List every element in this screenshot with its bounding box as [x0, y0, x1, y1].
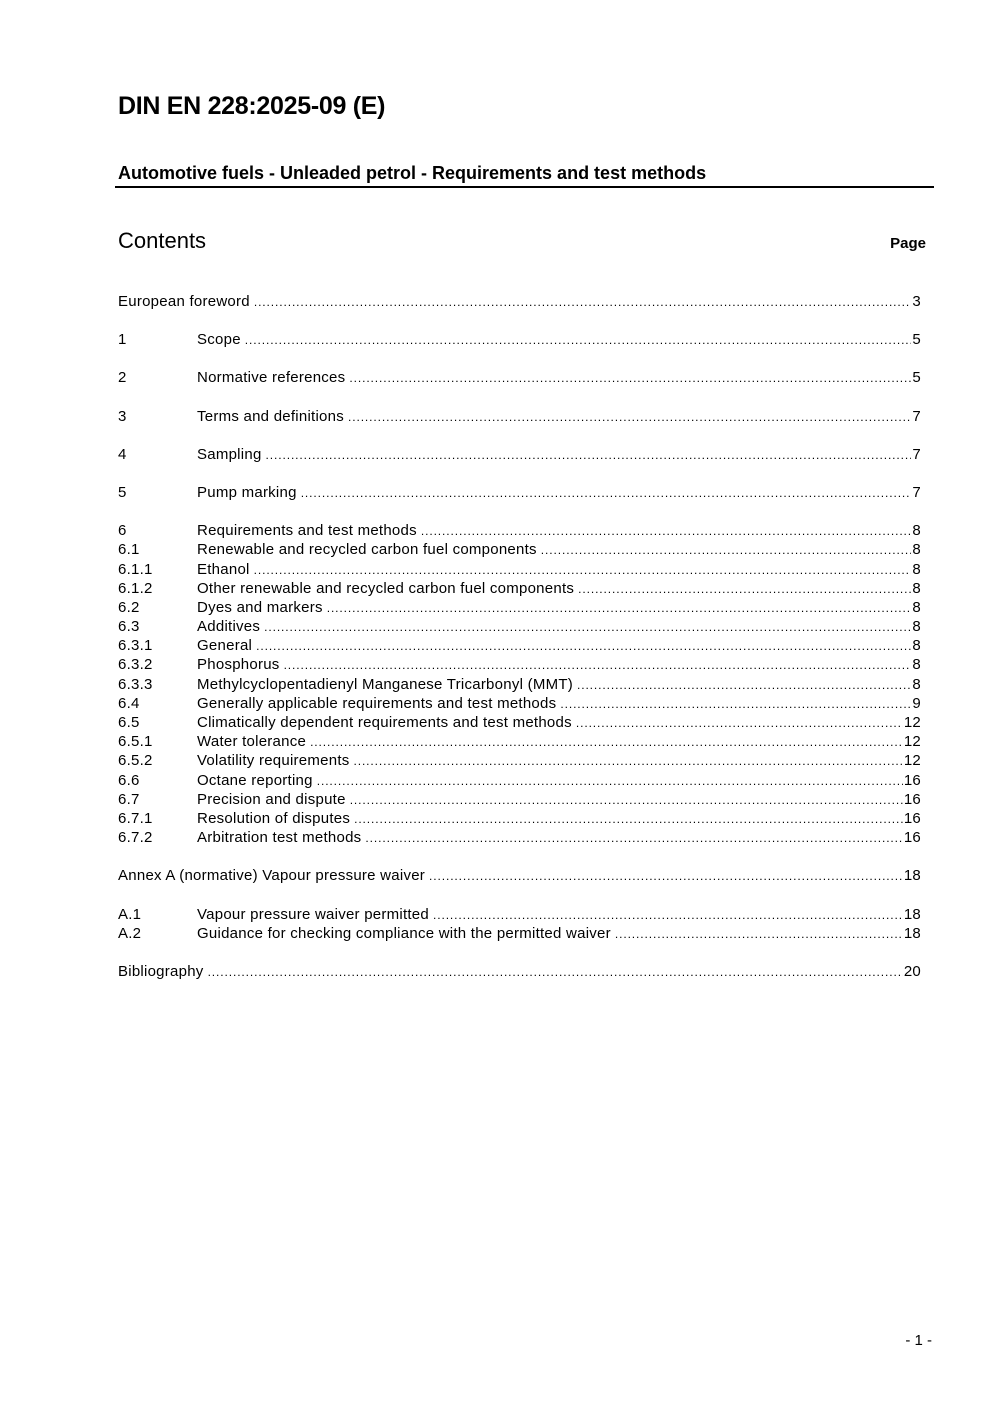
toc-entry-page: 8 — [912, 598, 921, 616]
toc-leader-dots — [578, 580, 911, 599]
toc-entry-number: 6.3 — [118, 618, 140, 636]
toc-entry-page: 18 — [903, 905, 921, 923]
toc-leader-dots — [577, 676, 911, 695]
toc-entry-number: 6.7.1 — [118, 809, 153, 827]
toc-entry-number: 6.1.2 — [118, 579, 153, 597]
document-id: DIN EN 228:2025-09 (E) — [118, 92, 386, 120]
toc-entry-6-3-1[interactable] — [118, 636, 921, 655]
toc-entry-text: Water tolerance — [197, 733, 307, 751]
toc-leader-dots — [615, 925, 903, 944]
toc-entry-6-7-1[interactable] — [118, 809, 921, 828]
toc-leader-dots — [576, 714, 903, 733]
page-column-label: Page — [890, 235, 926, 252]
toc-leader-dots — [208, 963, 903, 982]
toc-entry-page: 8 — [912, 522, 921, 540]
toc-entry-number: 6.1 — [118, 541, 140, 559]
toc-entry-number: 6.5 — [118, 714, 140, 731]
toc-entry-text: Additives — [197, 618, 261, 636]
toc-entry-number: A.2 — [118, 924, 142, 942]
toc-entry-1[interactable] — [118, 330, 921, 349]
toc-leader-dots — [365, 829, 902, 848]
toc-entry-number: 6.3.1 — [118, 637, 153, 655]
toc-entry-page: 5 — [912, 369, 921, 387]
toc-entry-number: 1 — [118, 331, 127, 349]
toc-leader-dots — [310, 733, 903, 752]
toc-leader-dots — [433, 906, 903, 925]
toc-entry-page: 8 — [912, 637, 921, 655]
toc-entry-page: 7 — [912, 483, 921, 501]
toc-entry-6-7-2[interactable] — [118, 828, 921, 847]
toc-entry-number: A.1 — [118, 905, 142, 923]
toc-entry-number: 6.3.3 — [118, 675, 153, 693]
toc-entry-text: Dyes and markers — [197, 598, 323, 616]
toc-entry-european-foreword[interactable] — [118, 292, 921, 311]
toc-entry-text: Precision and dispute — [197, 790, 346, 808]
toc-entry-number: 6.5.2 — [118, 752, 153, 770]
toc-leader-dots — [317, 772, 903, 791]
toc-entry-bibliography[interactable] — [118, 962, 921, 981]
toc-leader-dots — [541, 541, 912, 560]
toc-entry-text: Arbitration test methods — [197, 829, 362, 847]
toc-entry-number: 6.5.1 — [118, 733, 153, 751]
toc-entry-a-1[interactable] — [118, 905, 921, 924]
toc-entry-text: Ethanol — [197, 560, 250, 578]
toc-entry-text: Requirements and test methods — [197, 522, 417, 540]
toc-entry-page: 18 — [903, 867, 921, 885]
toc-entry-6-1[interactable] — [118, 540, 921, 559]
toc-entry-page: 7 — [912, 407, 921, 425]
toc-entry-number: 6.7 — [118, 790, 140, 808]
toc-entry-page: 8 — [912, 541, 921, 559]
toc-entry-6-4[interactable] — [118, 694, 921, 713]
toc-leader-dots — [421, 522, 912, 541]
toc-entry-6-3-2[interactable] — [118, 655, 921, 674]
document-title: Automotive fuels - Unleaded petrol - Requirements and test methods — [118, 163, 707, 183]
toc-entry-number: 6 — [118, 522, 127, 540]
toc-leader-dots — [256, 637, 911, 656]
toc-entry-6-6[interactable] — [118, 771, 921, 790]
toc-entry-page: 5 — [912, 331, 921, 349]
toc-entry-text: Sampling — [197, 445, 262, 463]
toc-entry-6-7[interactable] — [118, 790, 921, 809]
toc-entry-page: 8 — [912, 675, 921, 693]
toc-leader-dots — [560, 695, 911, 714]
toc-leader-dots — [353, 752, 902, 771]
toc-entry-page: 20 — [903, 962, 921, 980]
toc-leader-dots — [264, 618, 911, 637]
toc-entry-2[interactable] — [118, 368, 921, 387]
toc-entry-number: 6.4 — [118, 694, 140, 712]
toc-entry-page: 8 — [912, 560, 921, 578]
toc-leader-dots — [354, 810, 903, 829]
toc-entry-text: Resolution of disputes — [197, 809, 351, 827]
toc-entry-6-2[interactable] — [118, 598, 921, 617]
toc-leader-dots — [301, 484, 912, 503]
toc-entry-text: General — [197, 637, 253, 655]
toc-entry-page: 16 — [903, 809, 921, 827]
toc-entry-5[interactable] — [118, 483, 921, 502]
toc-entry-text: Annex A (normative) Vapour pressure waiver — [118, 867, 426, 885]
toc-leader-dots — [254, 561, 912, 580]
toc-entry-page: 16 — [903, 829, 921, 847]
toc-leader-dots — [327, 599, 912, 618]
toc-entry-text: Guidance for checking compliance with the permitted waiver — [197, 924, 611, 942]
toc-entry-text: Normative references — [197, 369, 346, 387]
toc-entry-6-5-2[interactable] — [118, 751, 921, 770]
toc-entry-text: Other renewable and recycled carbon fuel components — [197, 579, 575, 597]
title-underline — [115, 186, 934, 188]
toc-entry-6-1-2[interactable] — [118, 579, 921, 598]
page-number: - 1 - — [905, 1332, 932, 1349]
toc-entry-text: Vapour pressure waiver permitted — [197, 905, 429, 923]
toc-entry-text: European foreword — [118, 293, 250, 310]
toc-entry-4[interactable] — [118, 445, 921, 464]
toc-entry-annex-a[interactable] — [118, 866, 921, 885]
toc-entry-page: 12 — [903, 714, 921, 731]
toc-leader-dots — [429, 867, 903, 886]
toc-entry-page: 8 — [912, 618, 921, 636]
toc-entry-6-3[interactable] — [118, 617, 921, 636]
toc-entry-page: 9 — [912, 694, 921, 712]
toc-entry-text: Scope — [197, 331, 241, 349]
toc-entry-6-1-1[interactable] — [118, 560, 921, 579]
toc-entry-number: 6.3.2 — [118, 656, 153, 674]
toc-leader-dots — [254, 293, 912, 312]
toc-entry-page: 18 — [903, 924, 921, 942]
toc-leader-dots — [348, 408, 911, 427]
toc-entry-6-5-1[interactable] — [118, 732, 921, 751]
toc-entry-text: Phosphorus — [197, 656, 280, 674]
toc-entry-6[interactable] — [118, 521, 921, 540]
toc-leader-dots — [245, 331, 912, 350]
toc-entry-6-3-3[interactable] — [118, 675, 921, 694]
toc-entry-number: 2 — [118, 369, 127, 387]
toc-leader-dots — [266, 446, 912, 465]
contents-heading: Contents — [118, 228, 207, 253]
toc-entry-text: Volatility requirements — [197, 752, 350, 770]
toc-entry-3[interactable] — [118, 407, 921, 426]
toc-entry-text: Pump marking — [197, 483, 297, 501]
toc-entry-page: 12 — [903, 733, 921, 751]
toc-entry-number: 6.2 — [118, 598, 140, 616]
toc-entry-text: Methylcyclopentadienyl Manganese Tricarbonyl (MMT) — [197, 675, 573, 693]
toc-entry-page: 3 — [912, 293, 921, 310]
toc-leader-dots — [284, 656, 912, 675]
toc-entry-page: 12 — [903, 752, 921, 770]
toc-entry-text: Renewable and recycled carbon fuel components — [197, 541, 537, 559]
toc-entry-page: 7 — [912, 445, 921, 463]
toc-entry-number: 6.7.2 — [118, 829, 153, 847]
toc-entry-a-2[interactable] — [118, 924, 921, 943]
toc-entry-number: 6.6 — [118, 771, 140, 789]
toc-entry-page: 16 — [903, 771, 921, 789]
toc-entry-page: 8 — [912, 656, 921, 674]
toc-entry-text: Generally applicable requirements and test methods — [197, 694, 557, 712]
toc-entry-number: 6.1.1 — [118, 560, 153, 578]
toc-leader-dots — [350, 791, 903, 810]
toc-entry-page: 16 — [903, 790, 921, 808]
toc-entry-number: 3 — [118, 407, 127, 425]
toc-entry-text: Climatically dependent requirements and test methods — [197, 714, 572, 731]
toc-leader-dots — [349, 369, 911, 388]
toc-entry-page: 8 — [912, 579, 921, 597]
toc-entry-text: Octane reporting — [197, 771, 313, 789]
toc-entry-number: 4 — [118, 445, 127, 463]
toc-entry-6-5[interactable] — [118, 713, 921, 732]
table-of-contents — [118, 292, 921, 981]
toc-entry-text: Terms and definitions — [197, 407, 344, 425]
toc-entry-text: Bibliography — [118, 962, 204, 980]
toc-entry-number: 5 — [118, 483, 127, 501]
